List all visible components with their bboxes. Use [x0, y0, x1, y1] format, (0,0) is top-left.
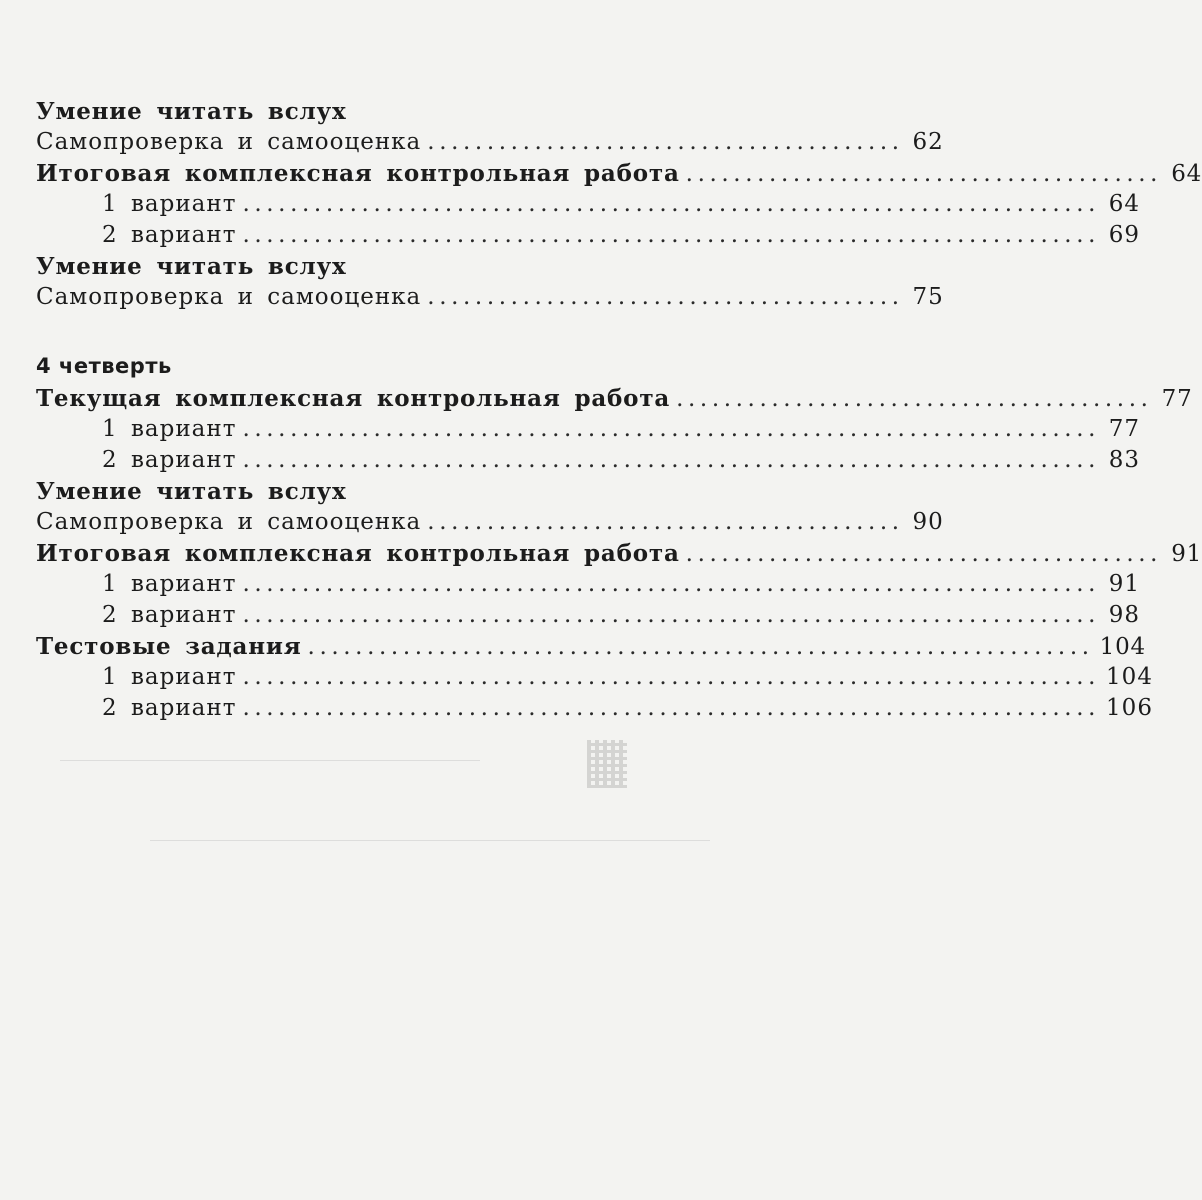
toc-page-number: 106 [1106, 695, 1153, 721]
toc-subentry [36, 662, 1153, 693]
toc-page-number: 104 [1099, 634, 1146, 660]
toc-entry-label: Итоговая комплексная контрольная работа [36, 540, 680, 567]
dot-leader: ........................................................................ [242, 191, 1101, 217]
toc-entry [36, 631, 1146, 662]
toc-entry-label: Итоговая комплексная контрольная работа [36, 160, 680, 187]
toc-entry-label: 2 вариант [102, 695, 237, 721]
dot-leader: ........................................ [685, 161, 1163, 187]
dot-leader: ........................................................................ [242, 602, 1101, 628]
toc-entry-label: Тестовые задания [36, 633, 302, 660]
toc-heading-label: Умение читать вслух [36, 478, 347, 505]
dot-leader: ........................................................................ [242, 416, 1101, 442]
dot-leader: ........................................ [427, 129, 904, 155]
dot-leader: ........................................ [685, 541, 1163, 567]
toc-entry [36, 383, 1193, 414]
toc-entry [36, 507, 944, 538]
toc-entry-label: Самопроверка и самооценка [36, 129, 422, 155]
toc-page-number: 90 [912, 509, 944, 535]
toc-entry [36, 538, 1202, 569]
toc-page-number: 91 [1171, 541, 1202, 567]
toc-entry-label: Текущая комплексная контрольная работа [36, 385, 671, 412]
dot-leader: .................................................................. [307, 634, 1094, 660]
show-through-qr-code [587, 740, 627, 788]
toc-page-number: 77 [1161, 386, 1193, 412]
dot-leader: ........................................................................ [242, 664, 1101, 690]
toc-entry-label: 2 вариант [102, 602, 237, 628]
toc-page-number: 64 [1108, 191, 1141, 217]
toc-heading [36, 96, 836, 127]
table-of-contents [36, 96, 1202, 724]
toc-heading-label: Умение читать вслух [36, 253, 347, 280]
dot-leader: ........................................................................ [242, 571, 1101, 597]
toc-entry-label: Самопроверка и самооценка [36, 509, 422, 535]
toc-page-number: 77 [1108, 416, 1141, 442]
section-title: 4 четверть [36, 354, 172, 378]
toc-entry [36, 127, 944, 158]
toc-entry-label: 1 вариант [102, 664, 237, 690]
toc-page-number: 64 [1171, 161, 1202, 187]
toc-entry-label: 1 вариант [102, 571, 237, 597]
dot-leader: ........................................ [427, 509, 904, 535]
toc-heading [36, 476, 836, 507]
toc-entry [36, 158, 1202, 189]
toc-heading-label: Умение читать вслух [36, 98, 347, 125]
toc-subentry [36, 414, 1141, 445]
toc-page-number: 75 [912, 284, 944, 310]
spacer [36, 313, 836, 349]
dot-leader: ........................................................................ [242, 447, 1101, 473]
toc-entry [36, 282, 944, 313]
toc-page-number: 91 [1108, 571, 1141, 597]
toc-page-number: 98 [1108, 602, 1141, 628]
toc-subentry [36, 600, 1141, 631]
toc-subentry [36, 569, 1141, 600]
toc-entry-label: 2 вариант [102, 222, 237, 248]
show-through-line [150, 840, 710, 841]
toc-subentry [36, 220, 1141, 251]
toc-subentry [36, 693, 1153, 724]
toc-entry-label: Самопроверка и самооценка [36, 284, 422, 310]
dot-leader: ........................................ [676, 386, 1153, 412]
dot-leader: ........................................ [427, 284, 904, 310]
toc-page-number: 62 [912, 129, 944, 155]
toc-entry-label: 2 вариант [102, 447, 237, 473]
toc-heading [36, 251, 836, 282]
toc-entry-label: 1 вариант [102, 191, 237, 217]
toc-page-number: 83 [1108, 447, 1141, 473]
show-through-line [60, 760, 480, 761]
dot-leader: ........................................................................ [242, 695, 1101, 721]
toc-page-number: 69 [1108, 222, 1141, 248]
toc-subentry [36, 445, 1141, 476]
toc-entry-label: 1 вариант [102, 416, 237, 442]
toc-page-number: 104 [1106, 664, 1153, 690]
dot-leader: ........................................................................ [242, 222, 1101, 248]
toc-subentry [36, 189, 1141, 220]
